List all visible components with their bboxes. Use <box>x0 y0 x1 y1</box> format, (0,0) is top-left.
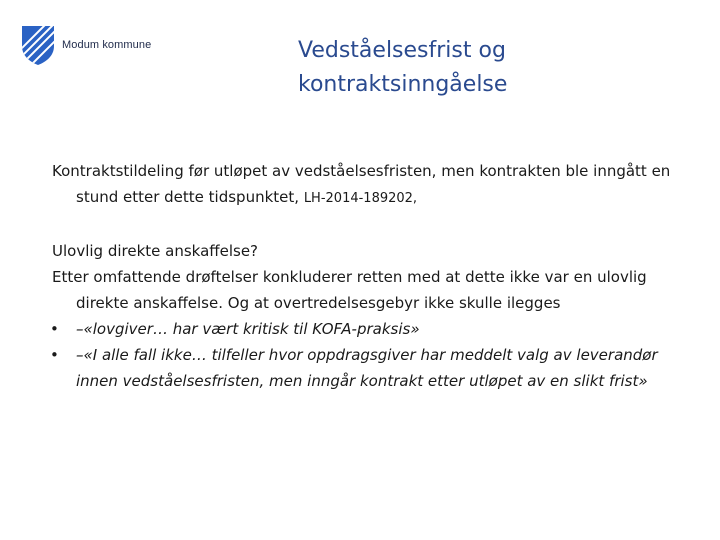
slide-content <box>52 158 692 394</box>
logo-name: Modum kommune <box>62 39 152 51</box>
intro-text: Kontraktstildeling før utløpet av vedståelsesfristen, men kontrakten ble inngått en stund etter dette tidspunktet, <box>52 162 671 206</box>
conclusion-text: Etter omfattende drøftelser konkluderer retten med at dette ikke var en ulovlig direkte anskaffelse. Og at overtredelsesgebyr ikke skulle ilegges <box>52 268 647 312</box>
list-item <box>52 342 692 394</box>
quote-text: –«I alle fall ikke… tilfeller hvor oppdragsgiver har meddelt valg av leverandør innen vedståelsesfristen, men inngår kontrakt etter utløpet av en slikt frist» <box>76 346 658 390</box>
intro-paragraph <box>52 158 692 212</box>
quote-text: –«lovgiver… har vært kritisk til KOFA-praksis» <box>76 320 420 338</box>
coat-of-arms-icon <box>20 24 56 66</box>
bullet-marker: • <box>50 346 59 364</box>
list-item <box>52 316 692 342</box>
case-reference: LH-2014-189202, <box>303 191 418 206</box>
quote-list <box>52 316 692 394</box>
bullet-marker: • <box>50 320 59 338</box>
slide-title: Vedståelsesfrist og kontraktsinngåelse <box>298 38 508 97</box>
question-text: Ulovlig direkte anskaffelse? <box>52 242 259 260</box>
municipality-logo <box>20 24 151 66</box>
